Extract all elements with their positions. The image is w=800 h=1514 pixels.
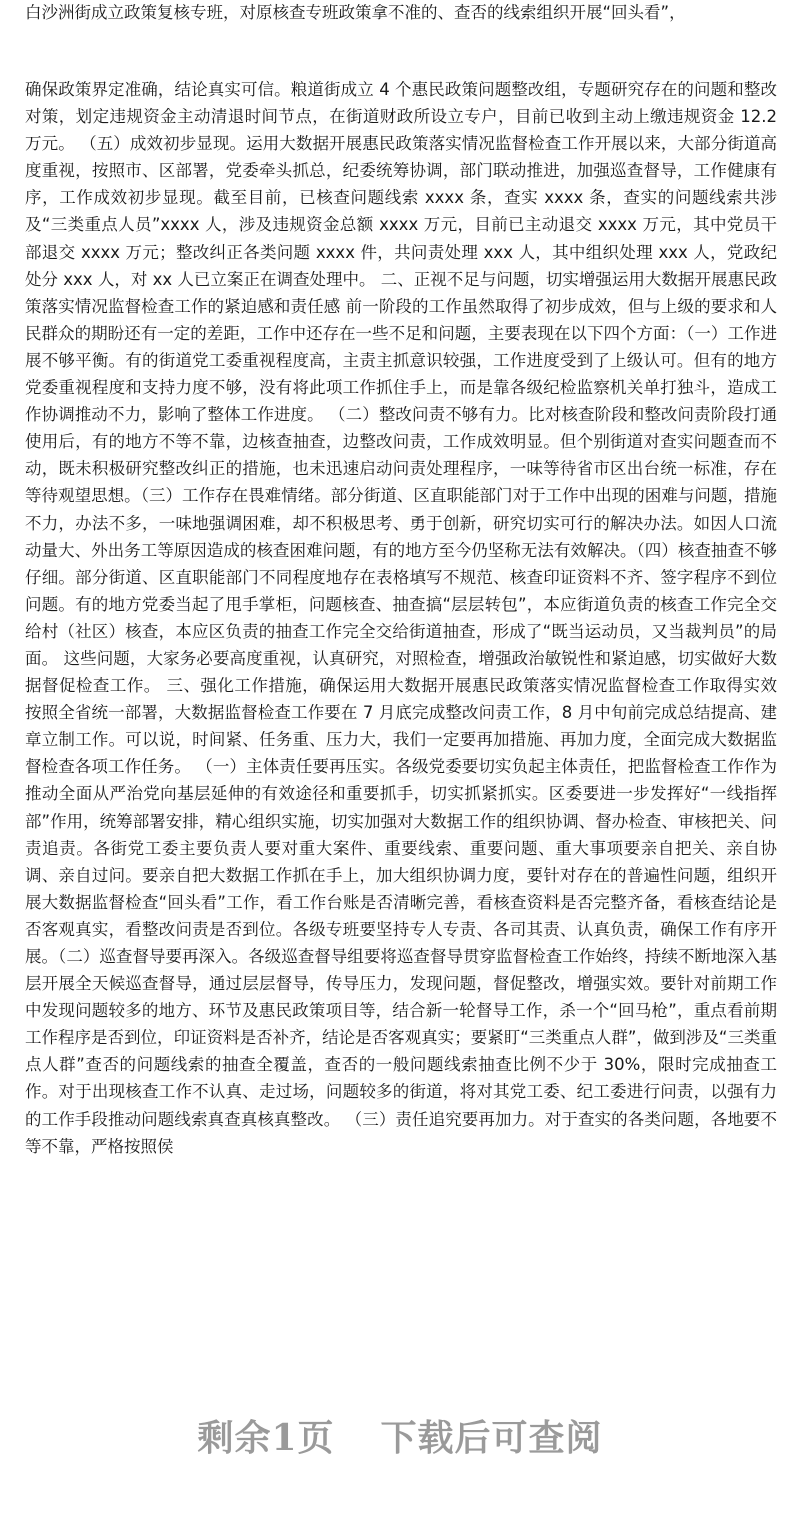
remaining-pages-label: 剩余1页 [197, 1417, 335, 1459]
download-hint-label: 下载后可查阅 [380, 1417, 603, 1459]
document-body: 确保政策界定准确，结论真实可信。粮道街成立 4 个惠民政策问题整改组，专题研究存在的问题和整改对策，划定违规资金主动清退时间节点，在街道财政所设立专户，目前已收到主动上缴违规资金 12.2 万元。 （五）成效初步显现。运用大数据开展惠民政策落实情况监督检查工作开展以来，大部分街道高度重视，按照市、区部署，党委牵头抓总，纪委统筹协调，部门联动推进，加强巡查督导，工作健康有序，工作成效初步显现。截至目前，已核查问题线索 xxxx 条，查实 xxxx 条，查实的问题线索共涉及“三类重点人员”xxxx 人，涉及违规资金总额 xxxx 万元，目前已主动退交 xxxx 万元，其中党员干部退交 xxxx 万元；整改纠正各类问题 xxxx 件，共问责处理 xxx 人，其中组织处理 xxx 人，党政纪处分 xxx 人，对 xx 人已立案正在调查处理中。 二、正视不足与问题，切实增强运用大数据开展惠民政策落实情况监督检查工作的紧迫感和责任感 前一阶段的工作虽然取得了初步成效，但与上级的要求和人民群众的期盼还有一定的差距，工作中还存在一些不足和问题，主要表现在以下四个方面：（一）工作进展不够平衡。有的街道党工委重视程度高，主责主抓意识较强，工作进度受到了上级认可。但有的地方党委重视程度和支持力度不够，没有将此项工作抓住手上，而是靠各级纪检监察机关单打独斗，造成工作协调推动不力，影响了整体工作进度。 （二）整改问责不够有力。比对核查阶段和整改问责阶段打通使用后，有的地方不等不靠，边核查抽查，边整改问责，工作成效明显。但个别街道对查实问题查而不动，既未积极研究整改纠正的措施，也未迅速启动问责处理程序，一味等待省市区出台统一标准，存在等待观望思想。（三）工作存在畏难情绪。部分街道、区直职能部门对于工作中出现的困难与问题，措施不力，办法不多，一味地强调困难，却不积极思考、勇于创新，研究切实可行的解决办法。如因人口流动量大、外出务工等原因造成的核查困难问题，有的地方至今仍坚称无法有效解决。（四）核查抽查不够仔细。部分街道、区直职能部门不同程度地存在表格填写不规范、核查印证资料不齐、签字程序不到位问题。有的地方党委当起了甩手掌柜，问题核查、抽查搞“层层转包”，本应街道负责的核查工作完全交给村（社区）核查，本应区负责的抽查工作完全交给街道抽查，形成了“既当运动员，又当裁判员”的局面。 这些问题，大家务必要高度重视，认真研究，对照检查，增强政治敏锐性和紧迫感，切实做好大数据督促检查工作。 三、强化工作措施，确保运用大数据开展惠民政策落实情况监督检查工作取得实效 按照全省统一部署，大数据监督检查工作要在 7 月底完成整改问责工作，8 月中旬前完成总结提高、建章立制工作。可以说，时间紧、任务重、压力大，我们一定要再加措施、再加力度，全面完成大数据监督检查各项工作任务。 （一）主体责任要再压实。各级党委要切实负起主体责任，把监督检查工作作为推动全面从严治党向基层延伸的有效途径和重要抓手，切实抓紧抓实。区委要进一步发挥好“一线指挥部”作用，统筹部署安排，精心组织实施，切实加强对大数据工作的组织协调、督办检查、审核把关、问责追责。各街党工委主要负责人要对重大案件、重要线索、重要问题、重大事项要亲自把关、亲自协调、亲自过问。要亲自把大数据工作抓在手上，加大组织协调力度，要针对存在的普遍性问题，组织开展大数据监督检查“回头看”工作，看工作台账是否清晰完善，看核查资料是否完整齐备，看核查结论是否客观真实，看整改问责是否到位。各级专班要坚持专人专责、各司其责、认真负责，确保工作有序开展。（二）巡查督导要再深入。各级巡查督导组要将巡查督导贯穿监督检查工作始终，持续不断地深入基层开展全天候巡查督导，通过层层督导，传导压力，发现问题，督促整改，增强实效。要针对前期工作中发现问题较多的地方、环节及惠民政策项目等，结合新一轮督导工作，杀一个“回马枪”，重点看前期工作程序是否到位，印证资料是否补齐，结论是否客观真实；要紧盯“三类重点人群”，做到涉及“三类重点人群”查否的问题线索的抽查全覆盖，查否的一般问题线索抽查比例不少于 30%，限时完成抽查工作。对于出现核查工作不认真、走过场，问题较多的街道，将对其党工委、纪工委进行问责，以强有力的工作手段推动问题线索真查真核真整改。 （三）责任追究要再加力。对于查实的各类问题，各地要不等不靠，严格按照侯 [25, 80, 777, 1156]
document-top-line: 白沙洲街成立政策复核专班，对原核查专班政策拿不准的、查否的线索组织开展“回头看”， [25, 3, 686, 22]
remaining-pages-banner[interactable] [0, 1410, 800, 1461]
